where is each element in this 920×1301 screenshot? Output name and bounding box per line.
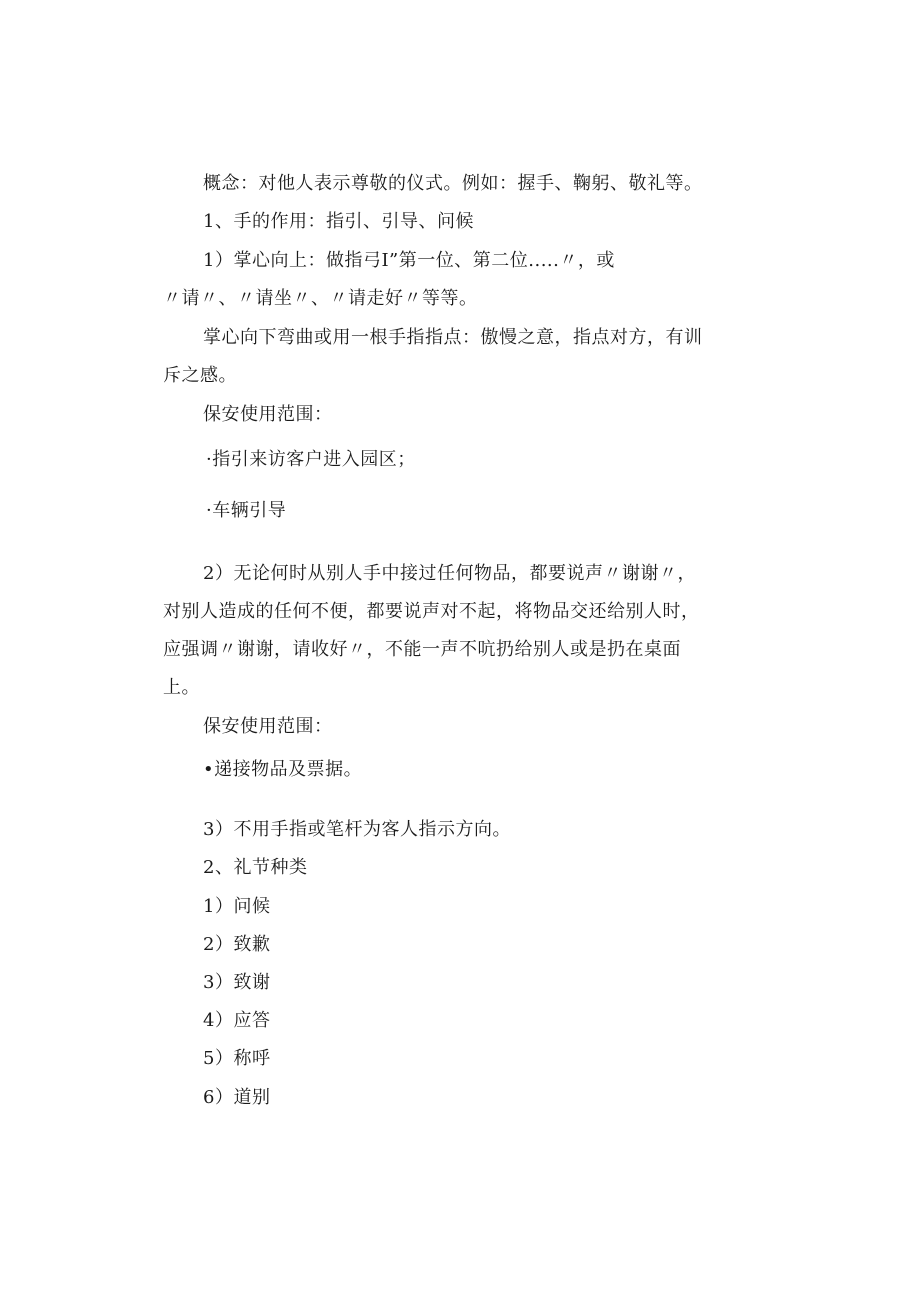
bullet-guide-visitors: ·指引来访客户进入园区； bbox=[206, 449, 416, 470]
scope-label-1: 保安使用范围： bbox=[203, 404, 333, 425]
list-item: 1）问候 bbox=[203, 896, 271, 917]
handover-line-4: 上。 bbox=[163, 677, 200, 698]
handover-line-1: 2）无论何时从别人手中接过任何物品，都要说声〃谢谢〃， bbox=[203, 563, 696, 584]
bullet-vehicle-guidance: ·车辆引导 bbox=[206, 500, 287, 521]
handover-line-3: 应强调〃谢谢，请收好〃，不能一声不吭扔给别人或是扔在桌面 bbox=[163, 639, 681, 660]
section-heading-hand: 1、手的作用：指引、引导、问候 bbox=[203, 211, 474, 232]
scope-label-2: 保安使用范围： bbox=[203, 716, 333, 737]
list-item: 6）道别 bbox=[203, 1087, 271, 1108]
handover-line-2: 对别人造成的任何不便，都要说声对不起，将物品交还给别人时， bbox=[163, 601, 700, 622]
palm-down-line-1: 掌心向下弯曲或用一根手指指点：傲慢之意，指点对方，有训 bbox=[203, 327, 703, 348]
list-item: 4）应答 bbox=[203, 1010, 271, 1031]
concept-paragraph: 概念：对他人表示尊敬的仪式。例如：握手、鞠躬、敬礼等。 bbox=[203, 173, 703, 194]
bullet-receive-items: •递接物品及票据。 bbox=[203, 759, 363, 780]
palm-down-line-2: 斥之感。 bbox=[163, 365, 237, 386]
section-heading-etiquette: 2、礼节种类 bbox=[203, 857, 308, 878]
list-item: 5）称呼 bbox=[203, 1048, 271, 1069]
palm-up-line-1: 1）掌心向上：做指弓I”第一位、第二位.....〃，或 bbox=[203, 250, 615, 271]
palm-up-line-2: 〃请〃、〃请坐〃、〃请走好〃等等。 bbox=[163, 288, 478, 309]
no-finger-pointing: 3）不用手指或笔杆为客人指示方向。 bbox=[203, 819, 511, 840]
list-item: 3）致谢 bbox=[203, 972, 271, 993]
list-item: 2）致歉 bbox=[203, 934, 271, 955]
